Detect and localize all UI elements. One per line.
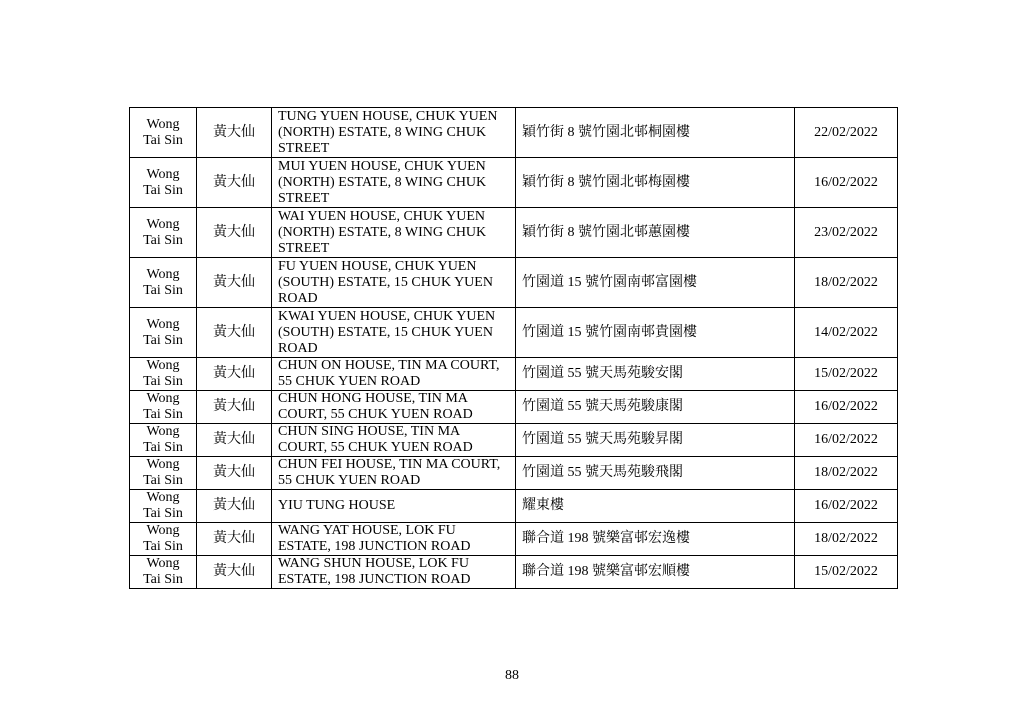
- table-row: [130, 391, 898, 424]
- district-en-cell: Wong Tai Sin: [130, 556, 197, 589]
- date-cell: 16/02/2022: [795, 391, 898, 424]
- address-en-cell: YIU TUNG HOUSE: [272, 490, 516, 523]
- district-zh-cell: 黃大仙: [197, 208, 272, 258]
- address-zh-cell: 竹園道 55 號天馬苑駿康閣: [516, 391, 795, 424]
- address-zh-cell: 竹園道 15 號竹園南邨貴園樓: [516, 308, 795, 358]
- address-en-cell: WAI YUEN HOUSE, CHUK YUEN (NORTH) ESTATE, 8 WING CHUK STREET: [272, 208, 516, 258]
- date-cell: 22/02/2022: [795, 108, 898, 158]
- address-en-cell: CHUN HONG HOUSE, TIN MA COURT, 55 CHUK YUEN ROAD: [272, 391, 516, 424]
- table-row: [130, 158, 898, 208]
- address-en-cell: CHUN FEI HOUSE, TIN MA COURT, 55 CHUK YUEN ROAD: [272, 457, 516, 490]
- address-zh-cell: 聯合道 198 號樂富邨宏逸樓: [516, 523, 795, 556]
- district-en-cell: Wong Tai Sin: [130, 358, 197, 391]
- address-zh-cell: 竹園道 55 號天馬苑駿昇閣: [516, 424, 795, 457]
- address-en-cell: TUNG YUEN HOUSE, CHUK YUEN (NORTH) ESTATE, 8 WING CHUK STREET: [272, 108, 516, 158]
- district-zh-cell: 黃大仙: [197, 158, 272, 208]
- address-zh-cell: 竹園道 55 號天馬苑駿飛閣: [516, 457, 795, 490]
- district-zh-cell: 黃大仙: [197, 258, 272, 308]
- district-zh-cell: 黃大仙: [197, 556, 272, 589]
- table-row: [130, 208, 898, 258]
- date-cell: 23/02/2022: [795, 208, 898, 258]
- district-en-cell: Wong Tai Sin: [130, 258, 197, 308]
- district-en-cell: Wong Tai Sin: [130, 490, 197, 523]
- date-cell: 18/02/2022: [795, 258, 898, 308]
- buildings-table: [129, 107, 898, 589]
- address-zh-cell: 穎竹街 8 號竹園北邨桐園樓: [516, 108, 795, 158]
- address-zh-cell: 穎竹街 8 號竹園北邨蕙園樓: [516, 208, 795, 258]
- district-zh-cell: 黃大仙: [197, 391, 272, 424]
- address-zh-cell: 竹園道 15 號竹園南邨富園樓: [516, 258, 795, 308]
- district-en-cell: Wong Tai Sin: [130, 523, 197, 556]
- address-zh-cell: 耀東樓: [516, 490, 795, 523]
- table-row: [130, 308, 898, 358]
- address-en-cell: MUI YUEN HOUSE, CHUK YUEN (NORTH) ESTATE, 8 WING CHUK STREET: [272, 158, 516, 208]
- date-cell: 18/02/2022: [795, 457, 898, 490]
- district-zh-cell: 黃大仙: [197, 358, 272, 391]
- district-zh-cell: 黃大仙: [197, 490, 272, 523]
- district-en-cell: Wong Tai Sin: [130, 457, 197, 490]
- date-cell: 18/02/2022: [795, 523, 898, 556]
- page-number: 88: [505, 668, 519, 683]
- date-cell: 16/02/2022: [795, 490, 898, 523]
- address-en-cell: KWAI YUEN HOUSE, CHUK YUEN (SOUTH) ESTATE, 15 CHUK YUEN ROAD: [272, 308, 516, 358]
- address-en-cell: FU YUEN HOUSE, CHUK YUEN (SOUTH) ESTATE, 15 CHUK YUEN ROAD: [272, 258, 516, 308]
- district-zh-cell: 黃大仙: [197, 424, 272, 457]
- table-row: [130, 358, 898, 391]
- address-zh-cell: 穎竹街 8 號竹園北邨梅園樓: [516, 158, 795, 208]
- address-en-cell: CHUN ON HOUSE, TIN MA COURT, 55 CHUK YUEN ROAD: [272, 358, 516, 391]
- table-row: [130, 556, 898, 589]
- date-cell: 16/02/2022: [795, 424, 898, 457]
- district-en-cell: Wong Tai Sin: [130, 158, 197, 208]
- date-cell: 15/02/2022: [795, 556, 898, 589]
- district-zh-cell: 黃大仙: [197, 108, 272, 158]
- district-en-cell: Wong Tai Sin: [130, 424, 197, 457]
- address-en-cell: CHUN SING HOUSE, TIN MA COURT, 55 CHUK YUEN ROAD: [272, 424, 516, 457]
- date-cell: 14/02/2022: [795, 308, 898, 358]
- table-row: [130, 457, 898, 490]
- district-en-cell: Wong Tai Sin: [130, 308, 197, 358]
- address-en-cell: WANG YAT HOUSE, LOK FU ESTATE, 198 JUNCTION ROAD: [272, 523, 516, 556]
- table-row: [130, 258, 898, 308]
- address-zh-cell: 聯合道 198 號樂富邨宏順樓: [516, 556, 795, 589]
- district-zh-cell: 黃大仙: [197, 308, 272, 358]
- table-row: [130, 490, 898, 523]
- district-zh-cell: 黃大仙: [197, 457, 272, 490]
- district-en-cell: Wong Tai Sin: [130, 108, 197, 158]
- date-cell: 16/02/2022: [795, 158, 898, 208]
- address-zh-cell: 竹園道 55 號天馬苑駿安閣: [516, 358, 795, 391]
- district-en-cell: Wong Tai Sin: [130, 208, 197, 258]
- address-en-cell: WANG SHUN HOUSE, LOK FU ESTATE, 198 JUNCTION ROAD: [272, 556, 516, 589]
- table-row: [130, 108, 898, 158]
- table-row: [130, 424, 898, 457]
- table-row: [130, 523, 898, 556]
- date-cell: 15/02/2022: [795, 358, 898, 391]
- district-en-cell: Wong Tai Sin: [130, 391, 197, 424]
- district-zh-cell: 黃大仙: [197, 523, 272, 556]
